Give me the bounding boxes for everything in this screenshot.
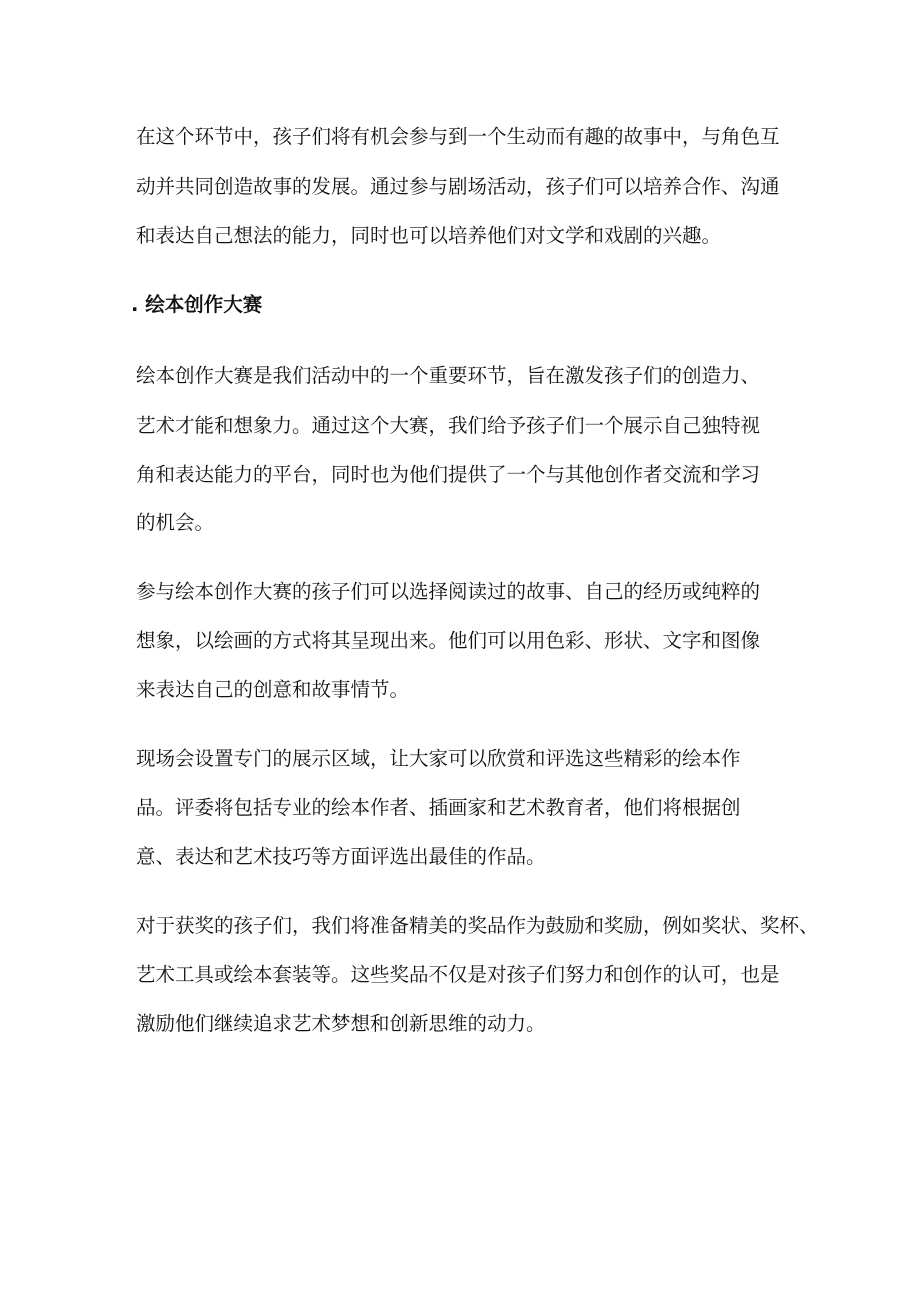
- paragraph-line: 艺术才能和想象力。通过这个大赛，我们给予孩子们一个展示自己独特视: [136, 414, 761, 437]
- paragraph-line: 激励他们继续追求艺术梦想和创新思维的动力。: [136, 1012, 546, 1035]
- paragraph-line: 想象，以绘画的方式将其呈现出来。他们可以用色彩、形状、文字和图像: [136, 629, 761, 652]
- paragraph-line: 意、表达和艺术技巧等方面评选出最佳的作品。: [136, 845, 546, 868]
- paragraph-line: 绘本创作大赛是我们活动中的一个重要环节，旨在激发孩子们的创造力、: [136, 364, 761, 387]
- paragraph-line: 品。评委将包括专业的绘本作者、插画家和艺术教育者，他们将根据创: [136, 796, 741, 819]
- paragraph-line: 现场会设置专门的展示区域，让大家可以欣赏和评选这些精彩的绘本作: [136, 747, 741, 770]
- paragraph-line: 的机会。: [136, 511, 215, 534]
- paragraph-line: 对于获奖的孩子们，我们将准备精美的奖品作为鼓励和奖励，例如奖状、奖杯、: [136, 914, 819, 937]
- paragraph-line: 角和表达能力的平台，同时也为他们提供了一个与其他创作者交流和学习: [136, 463, 761, 486]
- paragraph-line: 来表达自己的创意和故事情节。: [136, 678, 410, 701]
- section-heading: . 绘本创作大赛: [131, 293, 263, 316]
- paragraph-line: 艺术工具或绘本套装等。这些奖品不仅是对孩子们努力和创作的认可，也是: [136, 963, 780, 986]
- paragraph-line: 动并共同创造故事的发展。通过参与剧场活动，孩子们可以培养合作、沟通: [136, 175, 780, 198]
- paragraph-line: 在这个环节中，孩子们将有机会参与到一个生动而有趣的故事中，与角色互: [136, 125, 780, 148]
- paragraph-line: 参与绘本创作大赛的孩子们可以选择阅读过的故事、自己的经历或纯粹的: [136, 580, 761, 603]
- paragraph-line: 和表达自己想法的能力，同时也可以培养他们对文学和戏剧的兴趣。: [136, 224, 722, 247]
